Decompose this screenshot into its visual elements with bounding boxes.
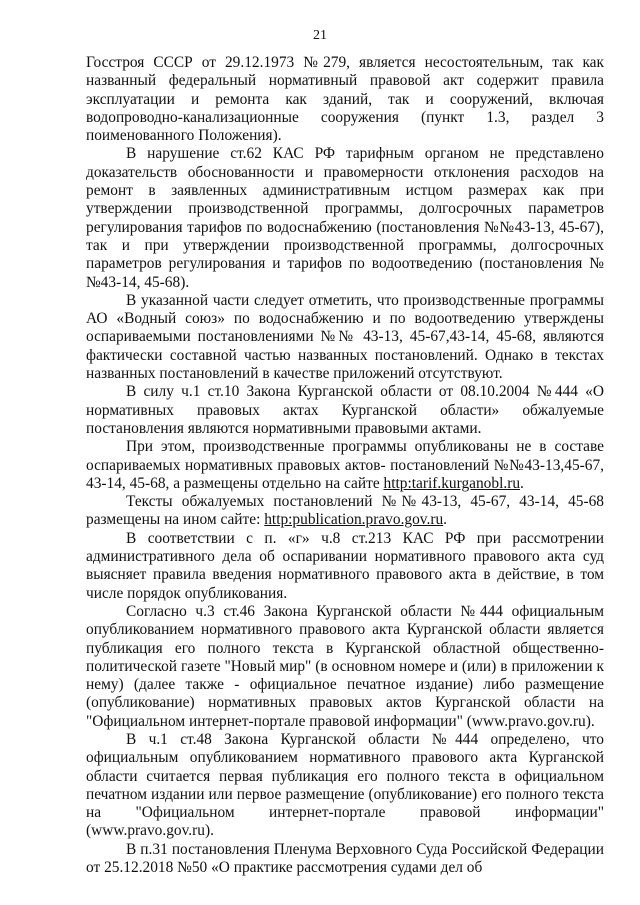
paragraph-violation: В нарушение ст.62 КАС РФ тарифным органом не представлено доказательств обоснованности и правомерности отклонения расходов на ремонт в заявленных административным истцом размерах как при утверждении производственной программы, долгосрочных параметров регулирования тарифов по водоснабжению (постановления №№43-13, 45-67), так и при утверждении производственной программы, долгосрочных параметров регулирования и тарифов по водоотведению (постановления №№43-14, 45-68).	[86, 145, 604, 291]
paragraph-production-programs: В указанной части следует отметить, что производственные программы АО «Водный союз» по водоснабжению и по водоотведению утверждены оспариваемыми постановлениями №№ 43-13, 45-67,43-14, 45-68, являются фактически составной частью названных постановлений. Однако в текстах названных постановлений в качестве приложений отсутствуют.	[86, 291, 604, 383]
paragraph-end: .	[520, 474, 524, 492]
paragraph-law-444: В силу ч.1 ст.10 Закона Курганской области от 08.10.2004 №444 «О нормативных правовых актах Курганской области» обжалуемые постановления являются нормативными правовыми актами.	[86, 383, 604, 437]
paragraph-end: .	[443, 511, 448, 529]
paragraph-continuation: Госстроя СССР от 29.12.1973 №279, является несостоятельным, так как названный федеральный нормативный правовой акт содержит правила эксплуатации и ремонта как зданий, так и сооружений, включая водопроводно-канализационные сооружения (пункт 1.3, раздел 3 поименованного Положения).	[86, 54, 604, 145]
paragraph-article-46: Согласно ч.3 ст.46 Закона Курганской области №444 официальным опубликованием нормативного правового акта Курганской области является публикация его полного текста в Курганской областной общественно-политической газете "Новый мир" (в основном номере и (или) в приложении к нему) (далее также - официальное печатное издание) либо размещение (опубликование) нормативных правовых актов Курганской области на "Официальном интернет-портале правовой информации" (www.pravo.gov.ru).	[86, 602, 604, 730]
paragraph-article-48: В ч.1 ст.48 Закона Курганской области №444 определено, что официальным опубликованием нормативного правового акта Курганской области считается первая публикация его полного текста в официальном печатном издании или первое размещение (опубликование) его полного текста на "Официальном интернет-портале правовой информации" (www.pravo.gov.ru).	[86, 730, 604, 840]
document-body	[86, 54, 604, 877]
paragraph-kas-213: В соответствии с п. «г» ч.8 ст.213 КАС РФ при рассмотрении административного дела об оспаривании нормативного правового акта суд выясняет правила введения нормативного правового акта в действие, в том числе порядок опубликования.	[86, 529, 604, 602]
paragraph-other-site	[86, 493, 604, 530]
publication-site-link[interactable]: http:publication.pravo.gov.ru	[264, 511, 444, 529]
tarif-site-link[interactable]: http:tarif.kurganobl.ru	[383, 474, 521, 492]
paragraph-publication-site	[86, 438, 604, 493]
paragraph-text: При этом, производственные программы опубликованы не в составе оспариваемых нормативных правовых актов- постановлений №№43-13,45-67, 43-14, 45-68, а размещены отдельно на сайте	[86, 438, 604, 492]
paragraph-text: Тексты обжалуемых постановлений №№43-13, 45-67, 43-14, 45-68 размещены на ином сайте:	[86, 493, 604, 529]
page-number: 21	[313, 28, 327, 43]
paragraph-plenum-31: В п.31 постановления Пленума Верховного Суда Российской Федерации от 25.12.2018 №50 «О практике рассмотрения судами дел об	[86, 840, 604, 877]
